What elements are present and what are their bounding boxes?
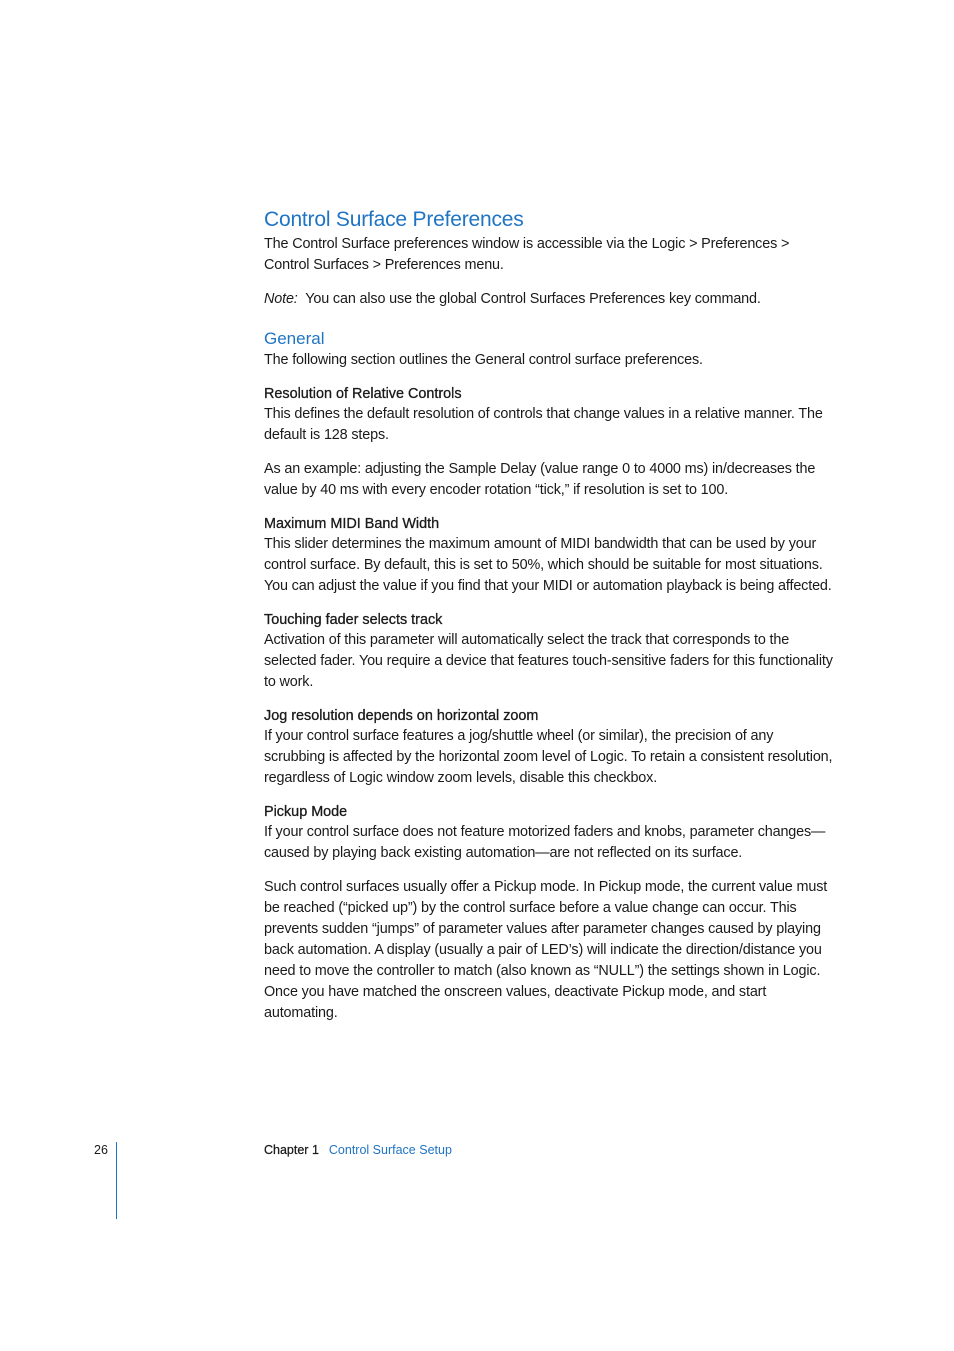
note-label: Note: <box>264 291 298 307</box>
chapter-title: Control Surface Setup <box>328 1143 452 1157</box>
midi-bandwidth-paragraph: This slider determines the maximum amount of MIDI bandwidth that can be used by your control surface. By default, this is set to 50%, which should be suitable for most situations. You can adjust the value if you find that your MIDI or automation playback is being affected. <box>264 536 832 594</box>
pickup-mode-detail-paragraph: Such control surfaces usually offer a Pickup mode. In Pickup mode, the current value must be reached (“picked up”) by the control surface before a value change can occur. This prevents sudden “jumps” of parameter values after parameter changes caused by playing back automation. A display (usually a pair of LED’s) will indicate the direction/distance you need to move the controller to match (also known as “NULL”) the settings shown in Logic. Once you have matched the onscreen values, deactivate Pickup mode, and start automating. <box>264 879 828 1021</box>
resolution-paragraph: This defines the default resolution of controls that change values in a relative manner. The default is 128 steps. <box>264 406 823 443</box>
jog-resolution-paragraph: If your control surface features a jog/shuttle wheel (or similar), the precision of any scrubbing is affected by the horizontal zoom level of Logic. To retain a consistent resolution, regardless of Logic window zoom levels, disable this checkbox. <box>264 728 833 786</box>
resolution-example-paragraph: As an example: adjusting the Sample Delay (value range 0 to 4000 ms) in/decreases the value by 40 ms with every encoder rotation “tick,” if resolution is set to 100. <box>264 461 816 498</box>
general-heading: General <box>264 329 325 348</box>
note-paragraph <box>264 289 836 310</box>
page-content <box>264 206 836 1024</box>
touch-fader-heading: Touching fader selects track <box>264 612 443 628</box>
jog-resolution-heading: Jog resolution depends on horizontal zoom <box>264 708 539 724</box>
resolution-heading: Resolution of Relative Controls <box>264 386 462 402</box>
pickup-mode-paragraph: If your control surface does not feature motorized faders and knobs, parameter changes—caused by playing back existing automation—are not reflected on its surface. <box>264 824 826 861</box>
touch-fader-paragraph: Activation of this parameter will automatically select the track that corresponds to the selected fader. You require a device that features touch-sensitive faders for this functionality to work. <box>264 632 833 690</box>
pickup-mode-heading: Pickup Mode <box>264 804 348 820</box>
section-title: Control Surface Preferences <box>264 208 524 231</box>
midi-bandwidth-heading: Maximum MIDI Band Width <box>264 516 440 532</box>
chapter-label: Chapter 1 <box>264 1143 319 1157</box>
note-text: You can also use the global Control Surfaces Preferences key command. <box>305 291 761 307</box>
section-intro: The Control Surface preferences window is accessible via the Logic > Preferences > Control Surfaces > Preferences menu. <box>264 236 790 273</box>
footer-divider <box>116 1142 117 1219</box>
chapter-footer <box>264 1143 452 1157</box>
page-number: 26 <box>94 1143 108 1157</box>
general-intro: The following section outlines the General control surface preferences. <box>264 352 703 368</box>
